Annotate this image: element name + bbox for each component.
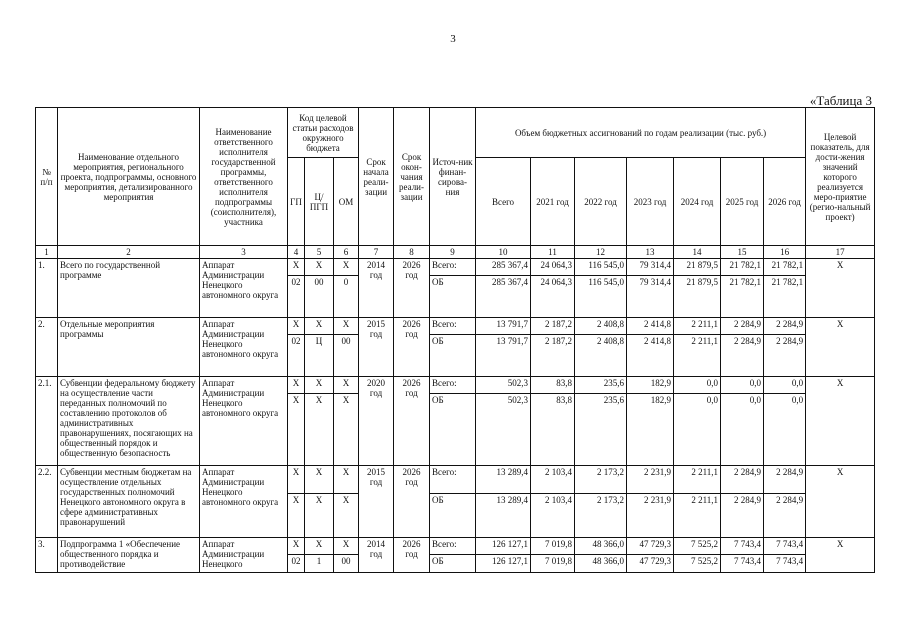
row-start: 2014 год	[359, 538, 394, 573]
col-number: 12	[575, 246, 627, 259]
amount-cell: 502,3	[476, 377, 531, 394]
row-number: 1.	[36, 259, 58, 318]
amount-cell: 24 064,3	[531, 276, 575, 318]
row-end: 2026 год	[394, 318, 430, 377]
row-number: 2.2.	[36, 466, 58, 538]
funding-source: Всего:	[430, 466, 476, 494]
amount-cell: 2 408,8	[575, 335, 627, 377]
col-number: 14	[674, 246, 721, 259]
header-name: Наименование отдельного мероприятия, регионального проекта, подпрограммы, основного мероприятия, детализированного мероприятия	[58, 108, 200, 246]
amount-cell: 24 064,3	[531, 259, 575, 276]
row-number: 2.	[36, 318, 58, 377]
amount-cell: 116 545,0	[575, 259, 627, 276]
col-number: 3	[200, 246, 288, 259]
row-target: X	[806, 466, 875, 538]
table-row	[36, 318, 875, 335]
table-row	[36, 466, 875, 494]
amount-cell: 7 743,4	[721, 538, 764, 555]
amount-cell: 0,0	[764, 377, 806, 394]
amount-cell: 2 187,2	[531, 318, 575, 335]
amount-cell: 2 173,2	[575, 494, 627, 538]
col-number: 6	[334, 246, 359, 259]
amount-cell: 47 729,3	[627, 555, 674, 573]
amount-cell: 2 211,1	[674, 494, 721, 538]
amount-cell: 7 525,2	[674, 538, 721, 555]
header-year-2025: 2025 год	[721, 158, 764, 246]
row-executor: Аппарат Администрации Ненецкого автономного округа	[200, 466, 288, 538]
code-pgp: 1	[305, 555, 334, 573]
amount-cell: 79 314,4	[627, 259, 674, 276]
row-end: 2026 год	[394, 377, 430, 466]
code-om: 0	[334, 276, 359, 318]
col-number: 8	[394, 246, 430, 259]
col-number: 10	[476, 246, 531, 259]
header-code: Код целевой статьи расходов окружного бюджета	[288, 108, 359, 158]
amount-cell: 7 019,8	[531, 538, 575, 555]
code-gp: X	[288, 377, 305, 394]
row-target: X	[806, 377, 875, 466]
amount-cell: 7 525,2	[674, 555, 721, 573]
row-name: Всего по государственной программе	[58, 259, 200, 318]
amount-cell: 21 782,1	[764, 276, 806, 318]
amount-cell: 2 284,9	[764, 318, 806, 335]
code-om: 00	[334, 555, 359, 573]
amount-cell: 13 791,7	[476, 335, 531, 377]
amount-cell: 2 103,4	[531, 494, 575, 538]
header-executor: Наименование ответственного исполнителя государственной программы, ответственного исполнителя подпрограммы (соисполнителя), участника	[200, 108, 288, 246]
amount-cell: 2 284,9	[721, 494, 764, 538]
row-start: 2015 год	[359, 466, 394, 538]
header-total: Всего	[476, 158, 531, 246]
amount-cell: 83,8	[531, 394, 575, 466]
code-gp: 02	[288, 276, 305, 318]
budget-table	[35, 107, 875, 573]
code-pgp: X	[305, 377, 334, 394]
funding-source: ОБ	[430, 335, 476, 377]
amount-cell: 7 019,8	[531, 555, 575, 573]
col-number: 1	[36, 246, 58, 259]
amount-cell: 2 414,8	[627, 335, 674, 377]
amount-cell: 83,8	[531, 377, 575, 394]
code-pgp: X	[305, 394, 334, 466]
amount-cell: 126 127,1	[476, 538, 531, 555]
header-year-2021: 2021 год	[531, 158, 575, 246]
amount-cell: 235,6	[575, 377, 627, 394]
table-row	[36, 259, 875, 276]
funding-source: Всего:	[430, 318, 476, 335]
amount-cell: 0,0	[721, 377, 764, 394]
amount-cell: 0,0	[674, 394, 721, 466]
amount-cell: 7 743,4	[764, 555, 806, 573]
funding-source: Всего:	[430, 538, 476, 555]
row-start: 2015 год	[359, 318, 394, 377]
funding-source: Всего:	[430, 259, 476, 276]
code-gp: 02	[288, 555, 305, 573]
amount-cell: 182,9	[627, 394, 674, 466]
code-om: 00	[334, 335, 359, 377]
amount-cell: 48 366,0	[575, 538, 627, 555]
code-gp: X	[288, 494, 305, 538]
amount-cell: 2 231,9	[627, 494, 674, 538]
header-gp: ГП	[288, 158, 305, 246]
code-pgp: X	[305, 494, 334, 538]
amount-cell: 7 743,4	[764, 538, 806, 555]
header-pgp: Ц/ ПГП	[305, 158, 334, 246]
amount-cell: 21 879,5	[674, 276, 721, 318]
amount-cell: 13 289,4	[476, 466, 531, 494]
amount-cell: 2 187,2	[531, 335, 575, 377]
row-name: Субвенции федеральному бюджету на осуществление части переданных полномочий по составлению протоколов об административных правонарушениях, посягающих на общественный порядок и общественную безопасность	[58, 377, 200, 466]
amount-cell: 13 791,7	[476, 318, 531, 335]
amount-cell: 2 231,9	[627, 466, 674, 494]
row-name: Субвенции местным бюджетам на осуществление отдельных государственных полномочий Ненецкого автономного округа в сфере административных правонарушений	[58, 466, 200, 538]
col-number: 2	[58, 246, 200, 259]
header-source: Источ-ник финан-сирова-ния	[430, 108, 476, 246]
row-executor: Аппарат Администрации Ненецкого	[200, 538, 288, 573]
amount-cell: 126 127,1	[476, 555, 531, 573]
row-target: X	[806, 259, 875, 318]
row-start: 2020 год	[359, 377, 394, 466]
row-target: X	[806, 538, 875, 573]
funding-source: ОБ	[430, 555, 476, 573]
header-target: Целевой показатель, для дости-жения значений которого реализуется меро-приятие (регио-нальный проект)	[806, 108, 875, 246]
amount-cell: 2 211,1	[674, 318, 721, 335]
code-gp: X	[288, 538, 305, 555]
col-number: 7	[359, 246, 394, 259]
amount-cell: 2 211,1	[674, 335, 721, 377]
amount-cell: 285 367,4	[476, 276, 531, 318]
row-end: 2026 год	[394, 259, 430, 318]
header-volume: Объем бюджетных ассигнований по годам реализации (тыс. руб.)	[476, 108, 806, 158]
amount-cell: 235,6	[575, 394, 627, 466]
amount-cell: 13 289,4	[476, 494, 531, 538]
amount-cell: 79 314,4	[627, 276, 674, 318]
column-numbers-row	[36, 246, 875, 259]
header-year-2026: 2026 год	[764, 158, 806, 246]
amount-cell: 21 879,5	[674, 259, 721, 276]
amount-cell: 7 743,4	[721, 555, 764, 573]
header-om: ОМ	[334, 158, 359, 246]
code-gp: X	[288, 318, 305, 335]
row-number: 2.1.	[36, 377, 58, 466]
amount-cell: 0,0	[721, 394, 764, 466]
table-body	[36, 259, 875, 573]
table-row	[36, 377, 875, 394]
row-start: 2014 год	[359, 259, 394, 318]
code-pgp: X	[305, 259, 334, 276]
code-om: X	[334, 318, 359, 335]
code-om: X	[334, 538, 359, 555]
amount-cell: 182,9	[627, 377, 674, 394]
code-pgp: 00	[305, 276, 334, 318]
col-number: 5	[305, 246, 334, 259]
code-om: X	[334, 394, 359, 466]
code-gp: X	[288, 394, 305, 466]
row-target: X	[806, 318, 875, 377]
amount-cell: 0,0	[674, 377, 721, 394]
amount-cell: 21 782,1	[721, 276, 764, 318]
table-caption: «Таблица 3	[809, 93, 872, 108]
row-end: 2026 год	[394, 466, 430, 538]
header-year-2022: 2022 год	[575, 158, 627, 246]
col-number: 16	[764, 246, 806, 259]
amount-cell: 2 284,9	[721, 318, 764, 335]
amount-cell: 0,0	[764, 394, 806, 466]
row-executor: Аппарат Администрации Ненецкого автономного округа	[200, 318, 288, 377]
page-number: 3	[450, 33, 456, 45]
funding-source: ОБ	[430, 394, 476, 466]
row-executor: Аппарат Администрации Ненецкого автономного округа	[200, 259, 288, 318]
amount-cell: 2 284,9	[764, 466, 806, 494]
col-number: 15	[721, 246, 764, 259]
funding-source: ОБ	[430, 494, 476, 538]
header-num: № п/п	[36, 108, 58, 246]
amount-cell: 2 414,8	[627, 318, 674, 335]
col-number: 17	[806, 246, 875, 259]
code-gp: X	[288, 466, 305, 494]
row-name: Отдельные мероприятия программы	[58, 318, 200, 377]
amount-cell: 21 782,1	[764, 259, 806, 276]
amount-cell: 2 211,1	[674, 466, 721, 494]
amount-cell: 48 366,0	[575, 555, 627, 573]
amount-cell: 2 408,8	[575, 318, 627, 335]
code-pgp: X	[305, 318, 334, 335]
amount-cell: 502,3	[476, 394, 531, 466]
code-gp: X	[288, 259, 305, 276]
header-year-2023: 2023 год	[627, 158, 674, 246]
code-om: X	[334, 259, 359, 276]
row-executor: Аппарат Администрации Ненецкого автономного округа	[200, 377, 288, 466]
amount-cell: 2 284,9	[764, 335, 806, 377]
amount-cell: 47 729,3	[627, 538, 674, 555]
col-number: 4	[288, 246, 305, 259]
row-name: Подпрограмма 1 «Обеспечение общественного порядка и противодействие	[58, 538, 200, 573]
amount-cell: 2 284,9	[721, 466, 764, 494]
code-gp: 02	[288, 335, 305, 377]
amount-cell: 2 173,2	[575, 466, 627, 494]
funding-source: ОБ	[430, 276, 476, 318]
header-start: Срок начала реали-зации	[359, 108, 394, 246]
code-pgp: X	[305, 538, 334, 555]
table-row	[36, 538, 875, 555]
header-year-2024: 2024 год	[674, 158, 721, 246]
code-om: X	[334, 494, 359, 538]
code-om: X	[334, 377, 359, 394]
amount-cell: 2 103,4	[531, 466, 575, 494]
row-number: 3.	[36, 538, 58, 573]
amount-cell: 2 284,9	[764, 494, 806, 538]
amount-cell: 116 545,0	[575, 276, 627, 318]
code-om: X	[334, 466, 359, 494]
amount-cell: 285 367,4	[476, 259, 531, 276]
code-pgp: Ц	[305, 335, 334, 377]
code-pgp: X	[305, 466, 334, 494]
amount-cell: 2 284,9	[721, 335, 764, 377]
row-end: 2026 год	[394, 538, 430, 573]
col-number: 11	[531, 246, 575, 259]
header-end: Срок окон-чания реали-зации	[394, 108, 430, 246]
amount-cell: 21 782,1	[721, 259, 764, 276]
col-number: 9	[430, 246, 476, 259]
col-number: 13	[627, 246, 674, 259]
funding-source: Всего:	[430, 377, 476, 394]
